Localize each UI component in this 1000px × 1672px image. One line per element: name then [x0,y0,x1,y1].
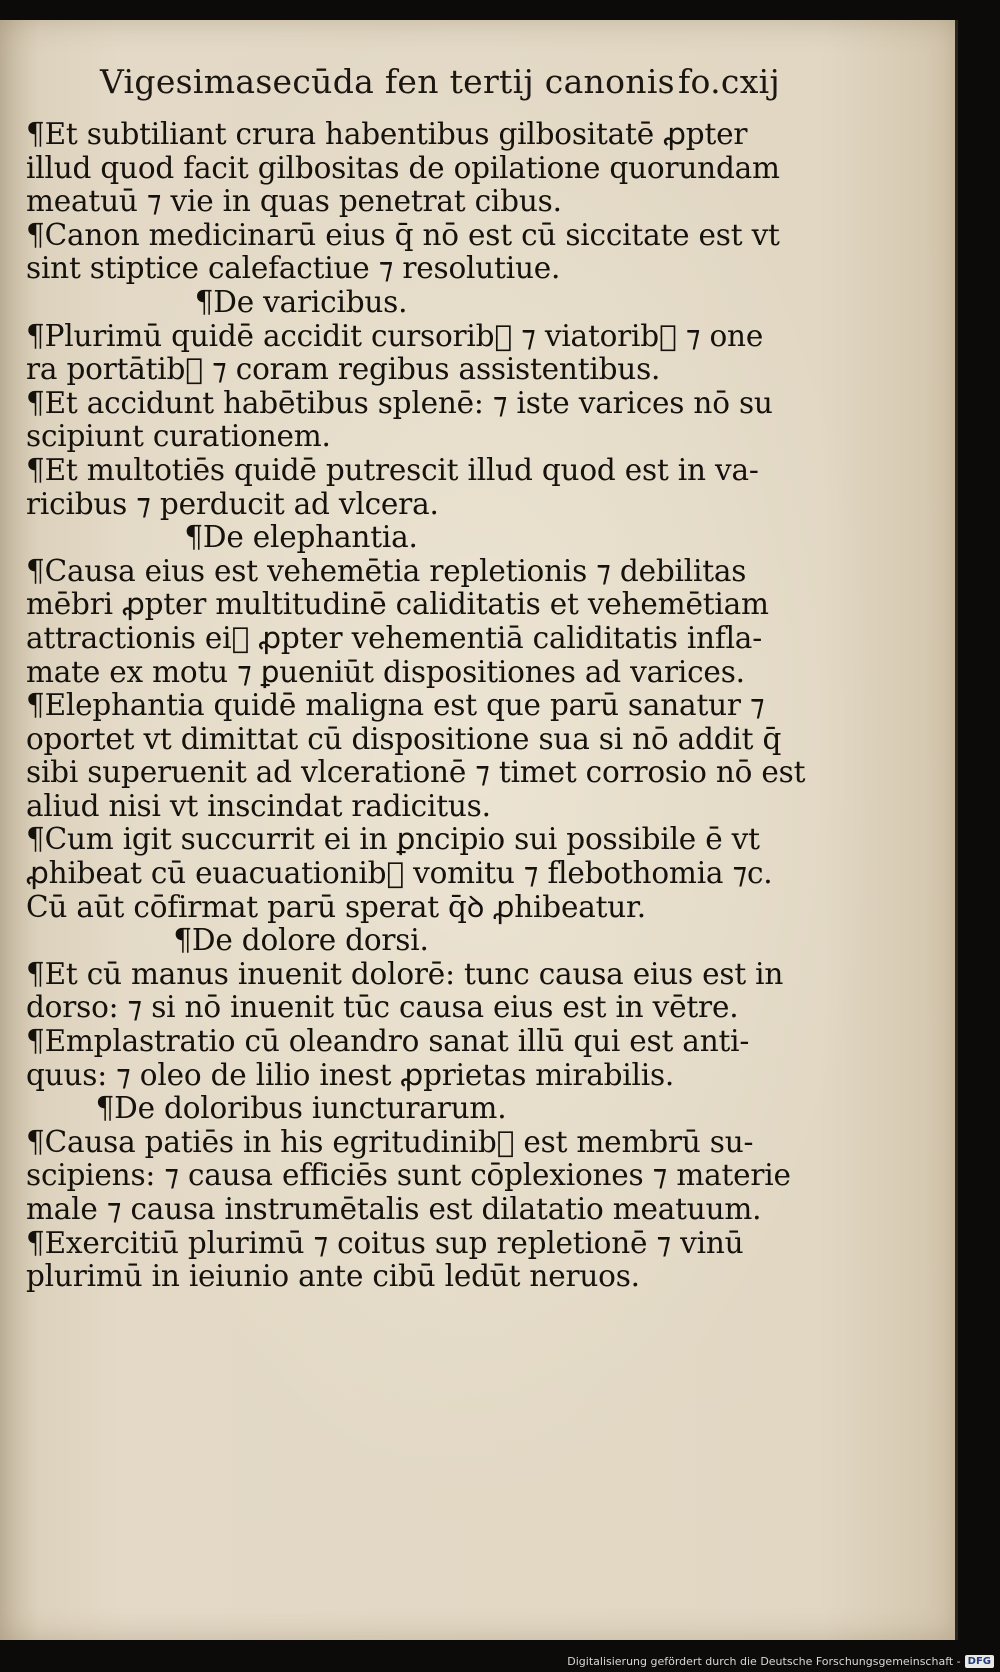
section-heading: ¶De elephantia. [184,520,418,555]
text-line: ¶Et multotiēs quidē putrescit illud quod est in va- [26,452,759,487]
text-line: ¶Et subtiliant crura habentibus gilbositatē ꝓpter [26,117,748,151]
text-line: aliud nisi vt inscindat radicitus. [26,788,491,823]
running-head-title: Vigesimasecūda fen tertij canonis [100,62,675,101]
text-line: ¶Causa eius est vehemētia repletionis ⁊ debilitas [26,553,747,588]
text-line: ¶Emplastratio cū oleandro sanat illū qui est anti- [26,1024,750,1059]
text-line: ¶Exercitiū plurimū ⁊ coitus sup repletionē ⁊ vinū [26,1225,744,1260]
text-line: dorso: ⁊ si nō inuenit tūc causa eius est in vētre. [26,990,739,1025]
dfg-logo: DFG [965,1655,994,1668]
text-line: mate ex motu ⁊ ꝑueniūt dispositiones ad varices. [26,654,745,689]
text-line: scipiunt curationem. [26,419,331,454]
text-line: ¶Et cū manus inuenit dolorē: tunc causa eius est in [26,956,784,991]
text-line: plurimū in ieiunio ante cibū ledūt neruos. [26,1259,640,1294]
text-line: ricibus ⁊ perducit ad vlcera. [26,486,439,521]
text-line: ¶Plurimū quidē accidit cursorib᷒ ⁊ viatorib᷒ ⁊ one [26,318,764,353]
text-line: ¶Elephantia quidē maligna est que parū sanatur ⁊ [26,688,765,723]
running-head [100,62,790,101]
text-line: ꝓhibeat cū euacuationib᷒ vomitu ⁊ flebothomia ⁊c. [26,856,773,891]
section-heading: ¶De varicibus. [194,284,408,319]
text-line: attractionis ei᷒ ꝓpter vehementiā caliditatis infla- [26,620,762,655]
text-line: illud quod facit gilbositas de opilatione quorundam [26,150,780,185]
text-line: ¶Cum igit succurrit ei in ꝑncipio sui possibile ē vt [26,822,760,857]
page-edge [955,20,958,1640]
section-heading: ¶De dolore dorsi. [173,923,429,958]
section-heading: ¶De doloribus iuncturarum. [95,1091,507,1126]
text-line: Cū aūt cōfirmat parū sperat q̄ꝺ ꝓhibeatur. [26,889,646,924]
footer-text: Digitalisierung gefördert durch die Deutsche Forschungsgemeinschaft - [567,1655,961,1668]
text-line: ¶Causa patiēs in his egritudinib᷒ est membrū su- [26,1124,754,1159]
text-line: mēbri ꝓpter multitudinē caliditatis et vehemētiam [26,587,769,622]
text-line: quus: ⁊ oleo de lilio inest ꝓprietas mirabilis. [26,1057,675,1092]
text-line: ra portātib᷒ ⁊ coram regibus assistentibus. [26,352,661,387]
text-line: scipiens: ⁊ causa efficiēs sunt cōplexiones ⁊ materie [26,1158,791,1193]
footer-credit [567,1655,994,1668]
text-line: ¶Et accidunt habētibus splenē: ⁊ iste varices nō su [26,385,773,420]
text-line: ¶Canon medicinarū eius q̄ nō est cū siccitate est vt [26,217,780,252]
text-line: sibi superuenit ad vlcerationē ⁊ timet corrosio nō est [26,755,806,790]
text-line: sint stiptice calefactiue ⁊ resolutiue. [26,251,561,286]
text-line: male ⁊ causa instrumētalis est dilatatio meatuum. [26,1192,762,1226]
text-line: oportet vt dimittat cū dispositione sua si nō addit q̄ [26,721,782,756]
text-line: meatuū ⁊ vie in quas penetrat cibus. [26,184,562,219]
folio-number: fo.cxij [678,62,780,101]
text-block [26,118,826,1294]
